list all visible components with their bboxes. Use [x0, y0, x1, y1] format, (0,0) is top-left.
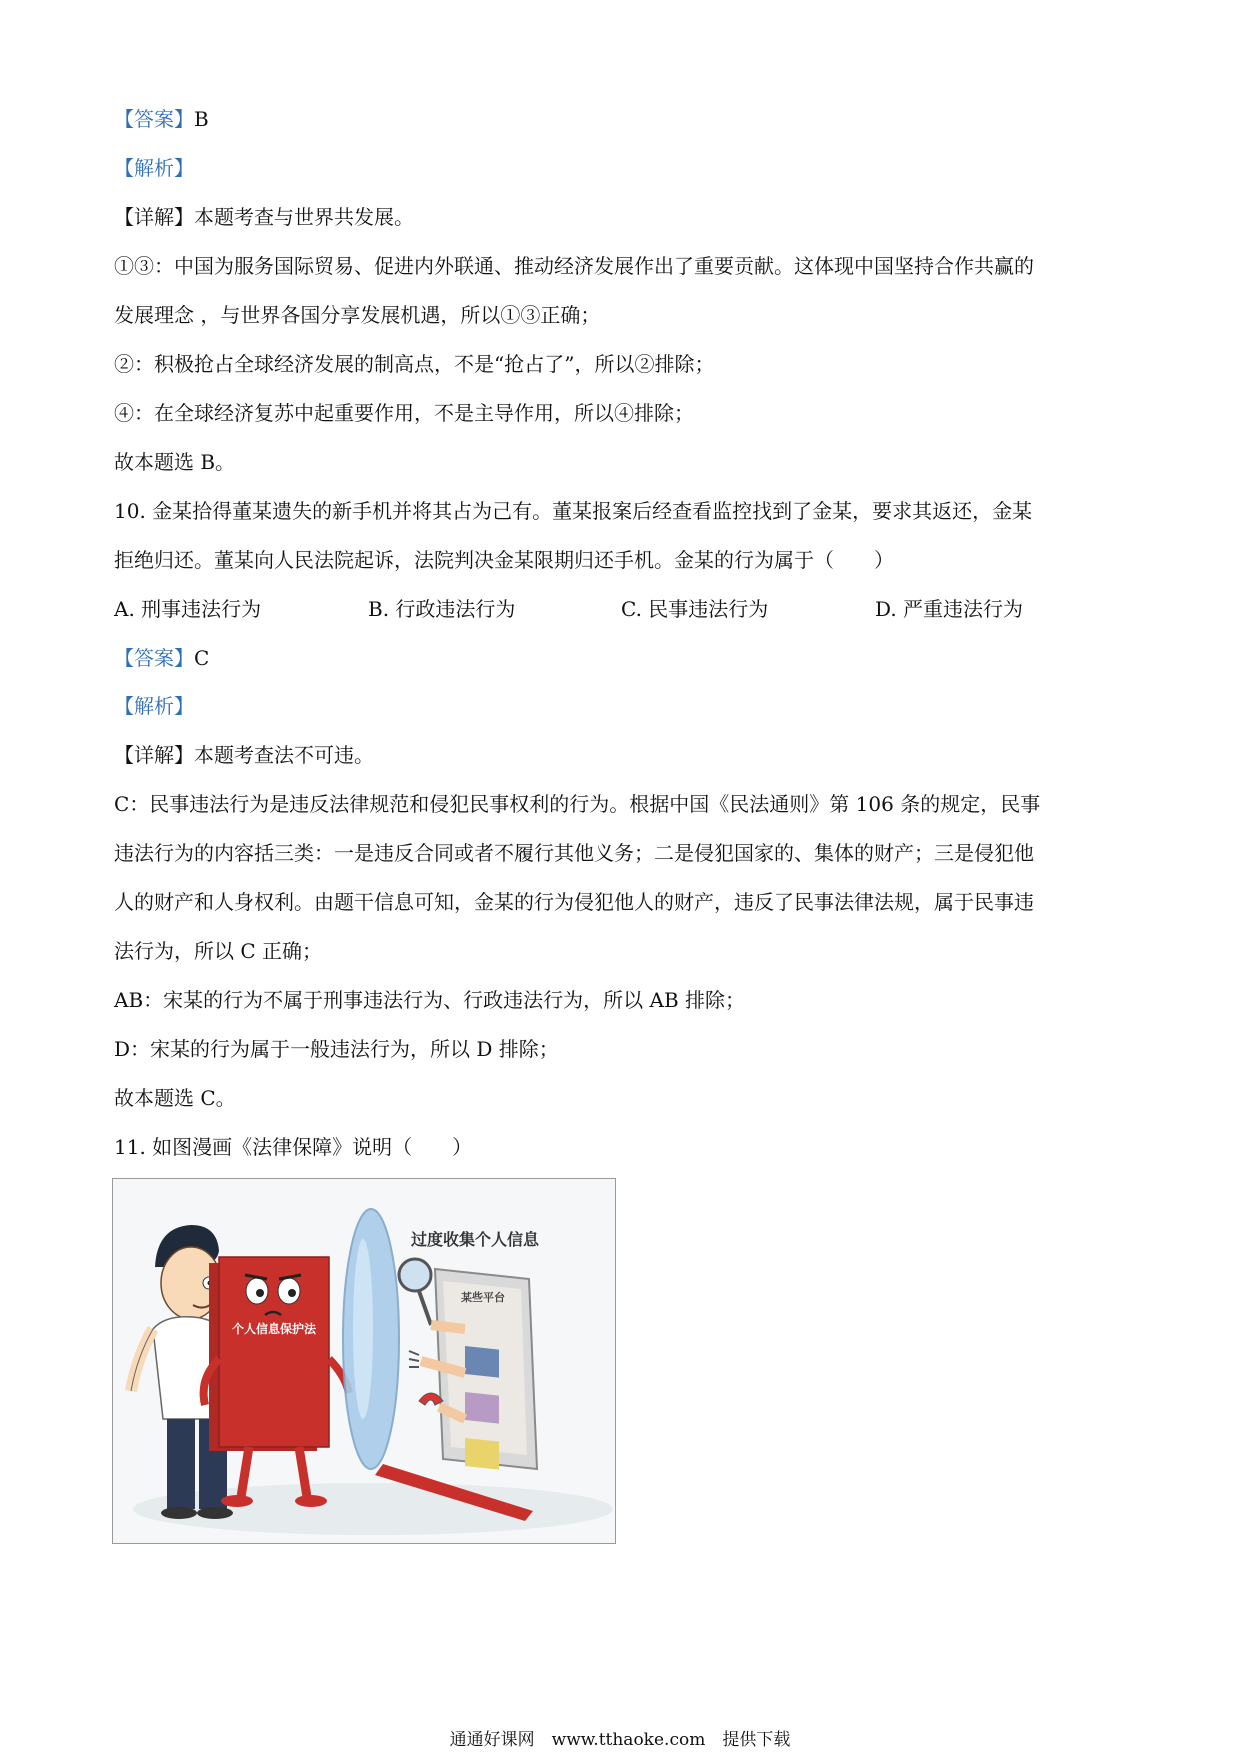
body-line: AB：宋某的行为不属于刑事违法行为、行政违法行为，所以 AB 排除； [114, 988, 745, 1012]
analysis-tag: 【解析】 [114, 694, 194, 718]
body-line: 违法行为的内容括三类：一是违反合同或者不履行其他义务；二是侵犯国家的、集体的财产；三是侵犯他 [114, 841, 1034, 865]
detail-line: 【详解】本题考查法不可违。 [114, 743, 374, 767]
answer-value: B [194, 107, 209, 131]
cartoon-image [112, 1178, 616, 1544]
detail-line: 【详解】本题考查与世界共发展。 [114, 205, 414, 229]
body-line: ④：在全球经济复苏中起重要作用，不是主导作用，所以④排除； [114, 401, 694, 425]
body-line: 法行为，所以 C 正确； [114, 939, 323, 963]
option-a: A. 刑事违法行为 [114, 597, 262, 621]
answer-line-q10 [114, 644, 209, 672]
platform-label: 某些平台 [461, 1291, 505, 1304]
body-line: ②：积极抢占全球经济发展的制高点，不是“抢占了”，所以②排除； [114, 352, 715, 376]
body-line: ①③：中国为服务国际贸易、促进内外联通、推动经济发展作出了重要贡献。这体现中国坚持合作共赢的 [114, 254, 1034, 278]
body-line: 故本题选 B。 [114, 450, 236, 474]
answer-line-q9 [114, 105, 209, 133]
option-d: D. 严重违法行为 [875, 597, 1024, 621]
body-line: 人的财产和人身权利。由题干信息可知，金某的行为侵犯他人的财产，违反了民事法律法规，属于民事违 [114, 890, 1034, 914]
answer-value: C [194, 646, 210, 670]
body-line: D：宋某的行为属于一般违法行为，所以 D 排除； [114, 1037, 559, 1061]
option-c: C. 民事违法行为 [621, 597, 769, 621]
body-line: 发展理念 ，与世界各国分享发展机遇，所以①③正确； [114, 303, 601, 327]
page-footer: 通通好课网 www.tthaoke.com 提供下载 [449, 1730, 791, 1750]
question-stem: 10. 金某拾得董某遗失的新手机并将其占为己有。董某报案后经查看监控找到了金某，要求其返还，金某 [114, 499, 1033, 523]
cartoon-caption: 过度收集个人信息 [410, 1230, 540, 1249]
lens-icon [343, 1209, 399, 1469]
cartoon-illustration [113, 1179, 615, 1543]
answer-tag: 【答案】 [114, 646, 194, 670]
question-stem: 11. 如图漫画《法律保障》说明（ ） [114, 1135, 473, 1159]
body-line: C：民事违法行为是违反法律规范和侵犯民事权利的行为。根据中国《民法通则》第 106 条的规定，民事 [114, 792, 1041, 816]
question-stem: 拒绝归还。董某向人民法院起诉，法院判决金某限期归还手机。金某的行为属于（ ） [114, 548, 894, 572]
analysis-tag: 【解析】 [114, 156, 194, 180]
answer-tag: 【答案】 [114, 107, 194, 131]
body-line: 故本题选 C。 [114, 1086, 236, 1110]
book-label: 个人信息保护法 [231, 1322, 317, 1336]
option-b: B. 行政违法行为 [368, 597, 516, 621]
